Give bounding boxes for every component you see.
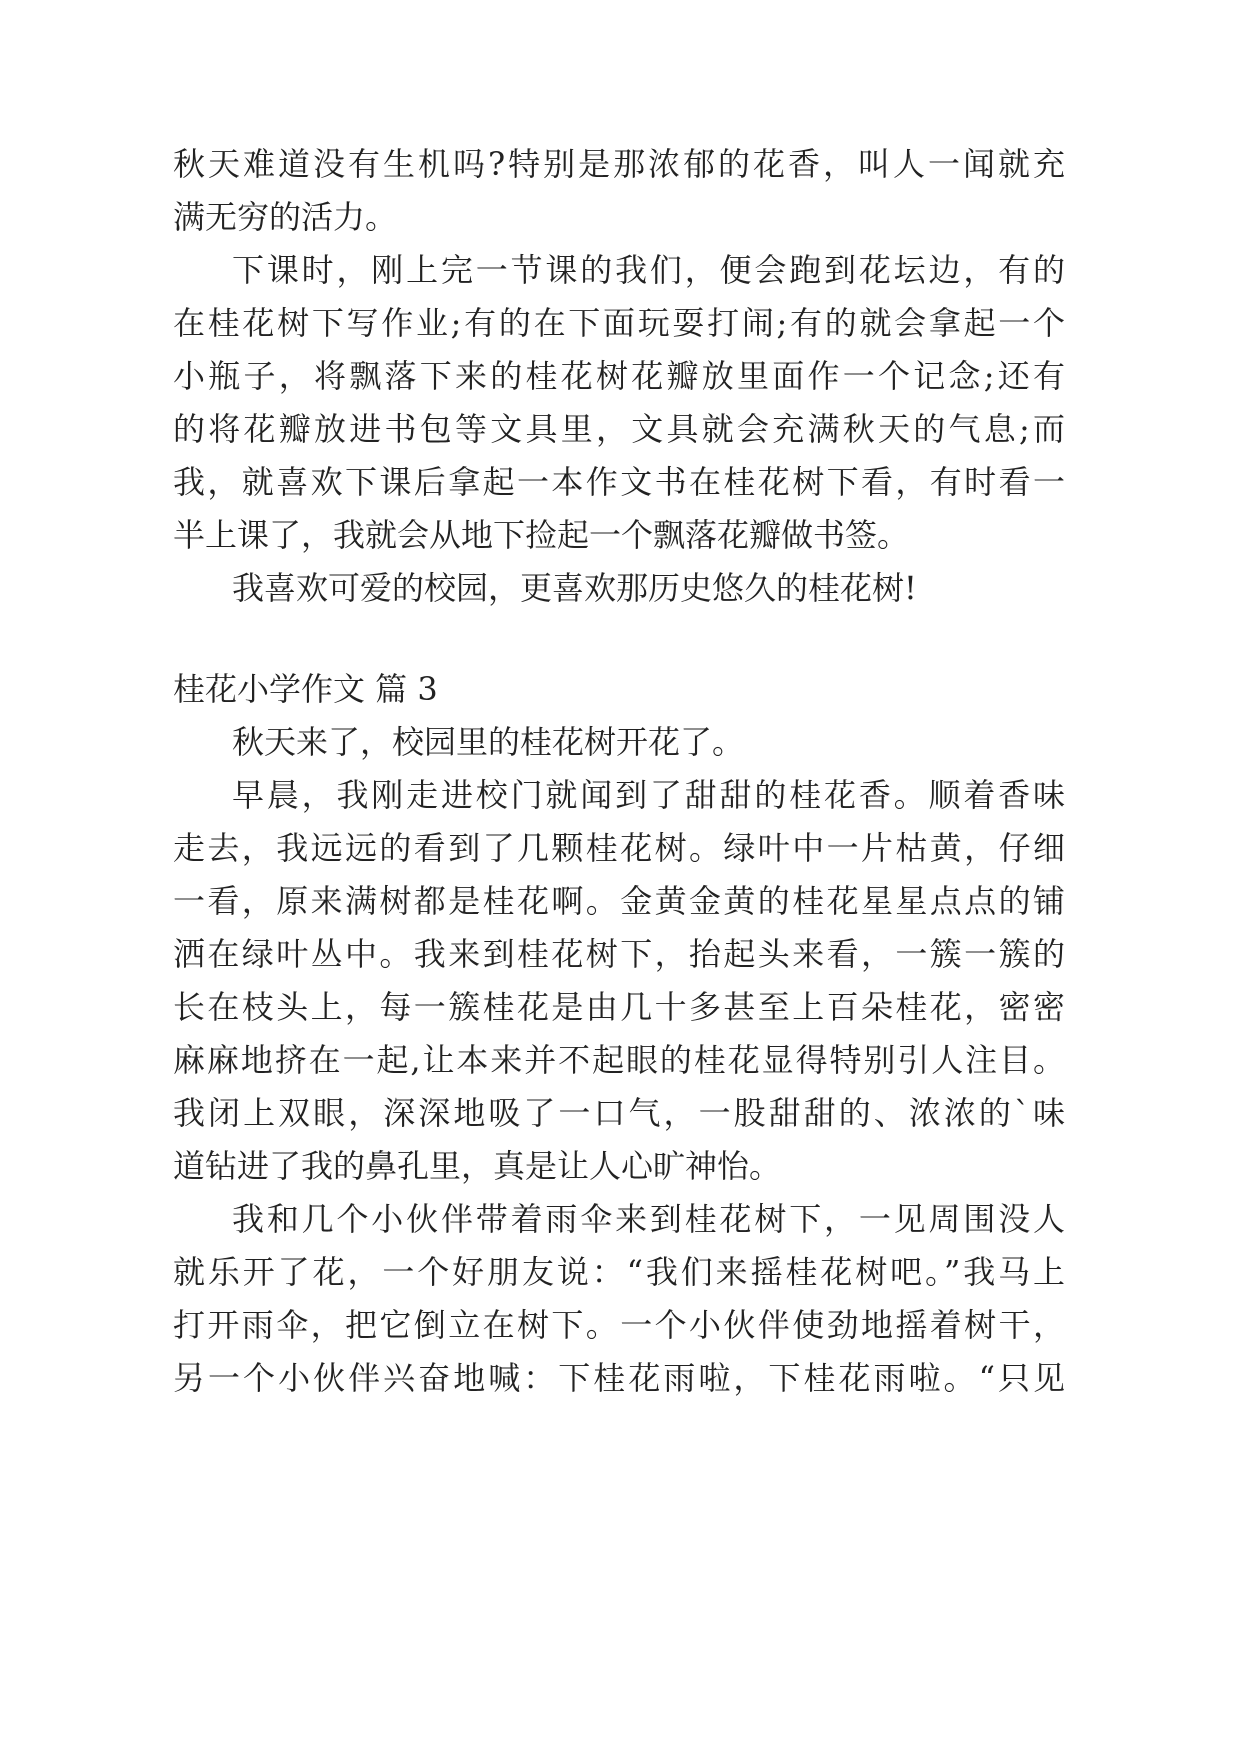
paragraph: [173, 244, 1065, 562]
essay-section-1: [173, 138, 1065, 615]
text-line: 的将花瓣放进书包等文具里，文具就会充满秋天的气息;而: [173, 410, 1065, 448]
essay-section-2: [173, 663, 1065, 1405]
paragraph: [173, 1193, 1065, 1405]
text-line: 我和几个小伙伴带着雨伞来到桂花树下，一见周围没人: [232, 1200, 1065, 1238]
text-line: 秋天难道没有生机吗?特别是那浓郁的花香，叫人一闻就充: [173, 145, 1065, 183]
text-line: 道钻进了我的鼻孔里，真是让人心旷神怡。: [173, 1147, 782, 1185]
text-line: 小瓶子，将飘落下来的桂花树花瓣放里面作一个记念;还有: [173, 357, 1065, 395]
section-heading: 桂花小学作文 篇 3: [173, 670, 438, 708]
text-line: 满无穷的活力。: [173, 198, 398, 236]
text-line: 另一个小伙伴兴奋地喊：下桂花雨啦，下桂花雨啦。“只见: [173, 1359, 1065, 1397]
text-line: 早晨，我刚走进校门就闻到了甜甜的桂花香。顺着香味: [232, 776, 1065, 814]
paragraph: [173, 562, 1065, 615]
text-line: 在桂花树下写作业;有的在下面玩耍打闹;有的就会拿起一个: [173, 304, 1065, 342]
text-line: 半上课了，我就会从地下捡起一个飘落花瓣做书签。: [173, 516, 910, 554]
text-line: 一看，原来满树都是桂花啊。金黄金黄的桂花星星点点的铺: [173, 882, 1065, 920]
text-line: 我，就喜欢下课后拿起一本作文书在桂花树下看，有时看一: [173, 463, 1065, 501]
paragraph: [173, 769, 1065, 1193]
document-page: [173, 138, 1065, 1405]
text-line: 长在枝头上，每一簇桂花是由几十多甚至上百朵桂花，密密: [173, 988, 1065, 1026]
text-line: 秋天来了，校园里的桂花树开花了。: [232, 723, 745, 761]
text-line: 下课时，刚上完一节课的我们，便会跑到花坛边，有的: [232, 251, 1065, 289]
text-line: 麻麻地挤在一起,让本来并不起眼的桂花显得特别引人注目。: [173, 1041, 1065, 1079]
text-line: 就乐开了花，一个好朋友说：“我们来摇桂花树吧。”我马上: [173, 1253, 1065, 1291]
text-line: 我闭上双眼，深深地吸了一口气，一股甜甜的、浓浓的`味: [173, 1094, 1065, 1132]
text-line: 走去，我远远的看到了几颗桂花树。绿叶中一片枯黄，仔细: [173, 829, 1065, 867]
paragraph: [173, 138, 1065, 244]
text-line: 我喜欢可爱的校园，更喜欢那历史悠久的桂花树!: [232, 569, 917, 607]
paragraph: [173, 716, 1065, 769]
text-line: 洒在绿叶丛中。我来到桂花树下，抬起头来看，一簇一簇的: [173, 935, 1065, 973]
text-line: 打开雨伞，把它倒立在树下。一个小伙伴使劲地摇着树干，: [173, 1306, 1065, 1344]
